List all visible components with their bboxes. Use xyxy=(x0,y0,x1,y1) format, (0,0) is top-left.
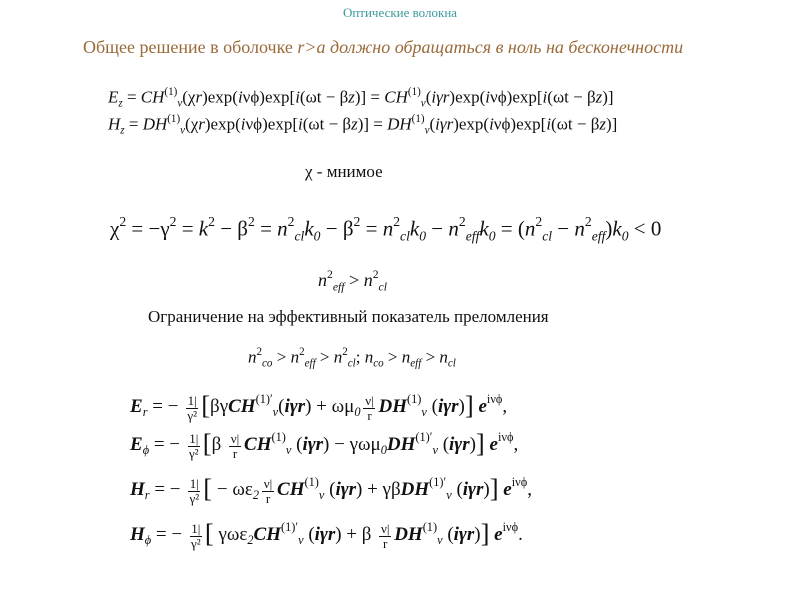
formula-token: n xyxy=(401,347,411,367)
formula-hr xyxy=(130,473,532,506)
formula-token: , xyxy=(513,433,519,455)
formula-token: − xyxy=(552,216,575,241)
constraint-label: Ограничение на эффективный показатель преломления xyxy=(148,307,549,326)
formula-token: ν xyxy=(437,533,443,548)
formula-token: k xyxy=(479,216,489,241)
formula-token: ν xyxy=(272,405,279,420)
formula-token: 2 xyxy=(208,214,215,229)
formula-token: CH xyxy=(384,87,408,107)
formula-token: n xyxy=(363,270,373,291)
formula-token: 2 xyxy=(535,214,543,229)
formula-token: z xyxy=(118,97,123,110)
formula-token: ] xyxy=(475,428,485,458)
formula-token: = xyxy=(360,216,383,241)
formula-token: eff xyxy=(332,280,345,294)
formula-token: ; xyxy=(355,347,365,367)
formula-token: n xyxy=(318,270,327,291)
formula-token: (ωt − β xyxy=(551,114,600,134)
formula-token: 0 xyxy=(313,228,321,244)
formula-token: 0 xyxy=(380,443,387,458)
formula-token: ϕ xyxy=(144,533,152,548)
formula-token: i xyxy=(295,87,300,107)
formula-token: eff xyxy=(410,357,422,370)
fraction: 1|γ² xyxy=(187,392,198,423)
formula-token: n xyxy=(524,216,536,241)
formula-chi-squared xyxy=(110,214,661,244)
formula-token: n xyxy=(248,347,257,367)
formula-token: i xyxy=(237,87,243,107)
formula-token: , xyxy=(502,395,508,417)
fraction: 1|γ² xyxy=(189,475,200,506)
formula-token: n xyxy=(439,347,448,367)
formula-token: e xyxy=(484,433,498,455)
formula-token: (χ xyxy=(185,114,199,134)
formula-token: (χ xyxy=(182,87,196,107)
formula-token: ν xyxy=(298,533,304,548)
formula-token: E xyxy=(130,395,143,417)
formula-token: 2 xyxy=(256,346,263,358)
formula-token: (ωt − β xyxy=(547,87,596,107)
formula-token: eff xyxy=(304,357,316,370)
formula-token: = −γ xyxy=(126,216,170,241)
formula-token: (1) xyxy=(167,113,181,125)
formula-token: n xyxy=(382,216,394,241)
formula-token: ) + γβ xyxy=(356,478,401,500)
formula-token: (1)′ xyxy=(280,520,299,535)
formula-token: H xyxy=(130,478,145,500)
formula-token: − xyxy=(426,216,449,241)
formula-token: ν xyxy=(318,488,325,503)
formula-ez xyxy=(108,86,614,110)
formula-token: ) xyxy=(474,523,481,545)
formula-token: ν xyxy=(424,124,430,137)
formula-token: DH xyxy=(394,523,423,545)
formula-token: (1) xyxy=(406,392,422,407)
formula-token: 2 xyxy=(458,214,466,229)
formula-token: 2 xyxy=(119,214,127,229)
formula-token: βγ xyxy=(210,395,229,417)
formula-token: ( xyxy=(303,523,315,545)
formula-token: − β xyxy=(214,216,248,241)
formula-token: r xyxy=(144,488,150,503)
formula-token: n xyxy=(364,347,374,367)
formula-token: )exp( xyxy=(204,114,241,134)
formula-token: CH xyxy=(228,395,256,417)
formula-token: 2 xyxy=(169,214,177,229)
formula-token: ν xyxy=(421,405,427,420)
formula-token: )exp( xyxy=(453,114,490,134)
formula-token: 2 xyxy=(327,268,333,281)
formula-token: (1) xyxy=(422,520,438,535)
formula-token: k xyxy=(612,216,622,241)
formula-token: ν xyxy=(177,97,183,110)
formula-token: DH xyxy=(387,114,412,134)
formula-token: )exp( xyxy=(202,87,238,107)
formula-token: (1) xyxy=(304,475,319,490)
formula-token: ( xyxy=(451,478,463,500)
formula-token: DH xyxy=(378,395,407,417)
formula-token: z xyxy=(348,87,355,107)
formula-token: H xyxy=(108,114,121,134)
formula-token: i xyxy=(298,114,303,134)
formula-token: iγr xyxy=(314,523,336,545)
formula-token: iνϕ xyxy=(502,520,519,535)
formula-token: )] xyxy=(602,87,614,107)
formula-token: ) xyxy=(483,478,490,500)
formula-token: ) + ωμ xyxy=(305,395,355,417)
formula-token: eff xyxy=(465,228,480,244)
formula-token: )exp( xyxy=(449,87,486,107)
formula-token: 2 xyxy=(393,214,401,229)
formula-token: ν xyxy=(285,443,292,458)
formula-token: [ xyxy=(203,473,213,503)
formula-er xyxy=(130,390,507,423)
formula-token: 0 xyxy=(488,228,496,244)
formula-token: [ xyxy=(201,390,211,420)
formula-token: n xyxy=(277,216,288,241)
formula-token: νϕ)exp[ xyxy=(242,87,296,107)
formula-token: CH xyxy=(140,87,165,107)
formula-token: iγr xyxy=(449,433,470,455)
formula-token: = xyxy=(124,114,143,134)
formula-token: z xyxy=(120,124,125,137)
formula-token: 2 xyxy=(353,214,361,229)
formula-token: n xyxy=(574,216,585,241)
formula-token: ( xyxy=(278,395,285,417)
formula-token: ν xyxy=(420,97,426,110)
formula-token: 2 xyxy=(342,346,348,358)
formula-token: i xyxy=(240,114,246,134)
formula-token: n xyxy=(290,347,300,367)
formula-token: ( xyxy=(324,478,336,500)
formula-token: iγr xyxy=(284,395,306,417)
fraction: 1|γ² xyxy=(188,430,199,461)
slide-title: Оптические волокна xyxy=(342,5,458,20)
formula-token: E xyxy=(130,433,143,455)
formula-token: iγr xyxy=(437,395,459,417)
formula-token: [ xyxy=(202,428,212,458)
formula-token: ( xyxy=(442,523,454,545)
formula-token: [ xyxy=(204,518,214,548)
formula-token: cl xyxy=(347,357,356,370)
formula-token: cl xyxy=(447,357,456,370)
formula-token: 2 xyxy=(247,214,255,229)
formula-token: νϕ)exp[ xyxy=(490,87,543,107)
formula-token: ) xyxy=(605,216,613,241)
formula-token: n xyxy=(448,216,459,241)
formula-token: CH xyxy=(244,433,272,455)
formula-token: cl xyxy=(378,280,387,294)
fraction: ν|r xyxy=(263,475,273,506)
formula-token: ) xyxy=(469,433,476,455)
formula-token: z xyxy=(599,114,606,134)
formula-token: k xyxy=(409,216,420,241)
formula-token: i xyxy=(542,87,548,107)
formula-token: iγr xyxy=(431,87,450,107)
formula-token: iνϕ xyxy=(511,475,528,490)
chi-imaginary-note: χ - мнимое xyxy=(305,162,383,181)
formula-token: iγr xyxy=(435,114,454,134)
formula-token: E xyxy=(108,87,119,107)
formula-token: (1) xyxy=(411,113,425,125)
formula-token: = xyxy=(122,87,141,107)
formula-token: 2 xyxy=(299,346,305,358)
formula-token: co xyxy=(262,357,273,370)
formula-neff-gt-ncl xyxy=(318,268,387,293)
formula-token: 0 xyxy=(621,228,629,244)
formula-token: r xyxy=(195,87,203,107)
formula-token: DH xyxy=(386,433,416,455)
formula-token: (1)′ xyxy=(415,430,433,445)
formula-token: iγr xyxy=(335,478,357,500)
formula-token: (1) xyxy=(271,430,286,445)
formula-token: νϕ)exp[ xyxy=(493,114,547,134)
formula-token: CH xyxy=(277,478,305,500)
formula-token: = xyxy=(176,216,199,241)
formula-token: ) − γωμ xyxy=(323,433,381,455)
formula-token: ( xyxy=(429,114,436,134)
heading-plain: Общее решение в оболочке xyxy=(83,37,298,57)
formula-token: β xyxy=(211,433,227,455)
formula-token: < 0 xyxy=(628,216,662,241)
formula-token: (ωt − β xyxy=(302,114,352,134)
fraction: 1|γ² xyxy=(191,520,201,551)
formula-token: 0 xyxy=(419,228,427,244)
formula-token: = − xyxy=(151,523,187,545)
formula-token: i xyxy=(489,114,494,134)
formula-token: H xyxy=(130,523,145,545)
formula-token: 2 xyxy=(252,488,260,503)
formula-token: r xyxy=(142,405,148,420)
formula-token: = − xyxy=(149,478,186,500)
formula-token: , xyxy=(527,478,532,500)
fraction: ν|r xyxy=(365,392,374,423)
formula-token: CH xyxy=(253,523,281,545)
fraction: ν|r xyxy=(380,520,390,551)
formula-token: 0 xyxy=(354,405,361,420)
formula-token: ] xyxy=(480,518,490,548)
formula-token: )] = xyxy=(354,87,385,107)
formula-token: ] xyxy=(464,390,474,420)
formula-token: k xyxy=(304,216,314,241)
formula-token: ( xyxy=(426,395,438,417)
formula-token: ( xyxy=(291,433,303,455)
formula-token: ] xyxy=(489,473,499,503)
formula-token: > xyxy=(272,347,291,367)
formula-token: DH xyxy=(400,478,430,500)
formula-ephi xyxy=(130,428,518,461)
formula-token: e xyxy=(489,523,503,545)
formula-token: χ xyxy=(110,216,120,241)
formula-token: ν xyxy=(446,488,452,503)
formula-token: ν xyxy=(432,443,438,458)
formula-token: iγr xyxy=(302,433,324,455)
formula-token: e xyxy=(473,395,487,417)
formula-token: 2 xyxy=(584,214,592,229)
formula-token: eff xyxy=(591,228,606,244)
formula-index-range xyxy=(248,346,456,370)
formula-token: cl xyxy=(400,228,410,244)
formula-token: ) + β xyxy=(335,523,377,545)
formula-token: i xyxy=(546,114,552,134)
formula-token: e xyxy=(498,478,512,500)
formula-token: cl xyxy=(542,228,553,244)
formula-token: iνϕ xyxy=(486,392,503,407)
formula-token: > xyxy=(344,270,364,291)
formula-token: z xyxy=(351,114,358,134)
formula-token: (1) xyxy=(407,86,421,98)
formula-hphi xyxy=(130,518,523,551)
formula-token: ν xyxy=(180,124,186,137)
formula-token: γωε xyxy=(213,523,248,545)
formula-token: 2 xyxy=(287,214,295,229)
formula-token: . xyxy=(518,523,523,545)
formula-token: = ( xyxy=(495,216,525,241)
formula-token: = xyxy=(254,216,278,241)
heading-italic: r>a должно обращаться в ноль на бесконечности xyxy=(297,37,684,57)
formula-token: )] xyxy=(605,114,618,134)
formula-token: co xyxy=(373,357,384,370)
formula-token: iνϕ xyxy=(497,430,514,445)
formula-token: 2 xyxy=(247,533,254,548)
formula-token: iγr xyxy=(462,478,484,500)
formula-token: i xyxy=(485,87,491,107)
formula-token: n xyxy=(333,347,343,367)
formula-token: = − xyxy=(147,395,184,417)
formula-token: iγr xyxy=(453,523,475,545)
heading xyxy=(83,37,683,58)
formula-token: z xyxy=(595,87,603,107)
formula-token: (ωt − β xyxy=(299,87,349,107)
formula-token: ( xyxy=(437,433,450,455)
formula-token: − β xyxy=(320,216,354,241)
formula-token: r xyxy=(198,114,205,134)
formula-token: νϕ)exp[ xyxy=(245,114,299,134)
formula-token: (1)′ xyxy=(255,392,273,407)
formula-token: > xyxy=(383,347,402,367)
formula-token: k xyxy=(198,216,209,241)
fraction: ν|r xyxy=(230,430,240,461)
formula-token: 2 xyxy=(372,268,379,281)
formula-token: − ωε xyxy=(212,478,253,500)
formula-token: ϕ xyxy=(142,443,150,458)
formula-token: > xyxy=(315,347,334,367)
formula-token: ( xyxy=(425,87,432,107)
formula-token: )] = xyxy=(357,114,388,134)
formula-token: ) xyxy=(458,395,465,417)
formula-token: > xyxy=(421,347,440,367)
formula-token: DH xyxy=(142,114,168,134)
formula-hz xyxy=(108,113,617,137)
formula-token: (1) xyxy=(164,86,178,98)
formula-token: (1)′ xyxy=(429,475,447,490)
formula-token: cl xyxy=(294,228,305,244)
formula-token: = − xyxy=(149,433,185,455)
